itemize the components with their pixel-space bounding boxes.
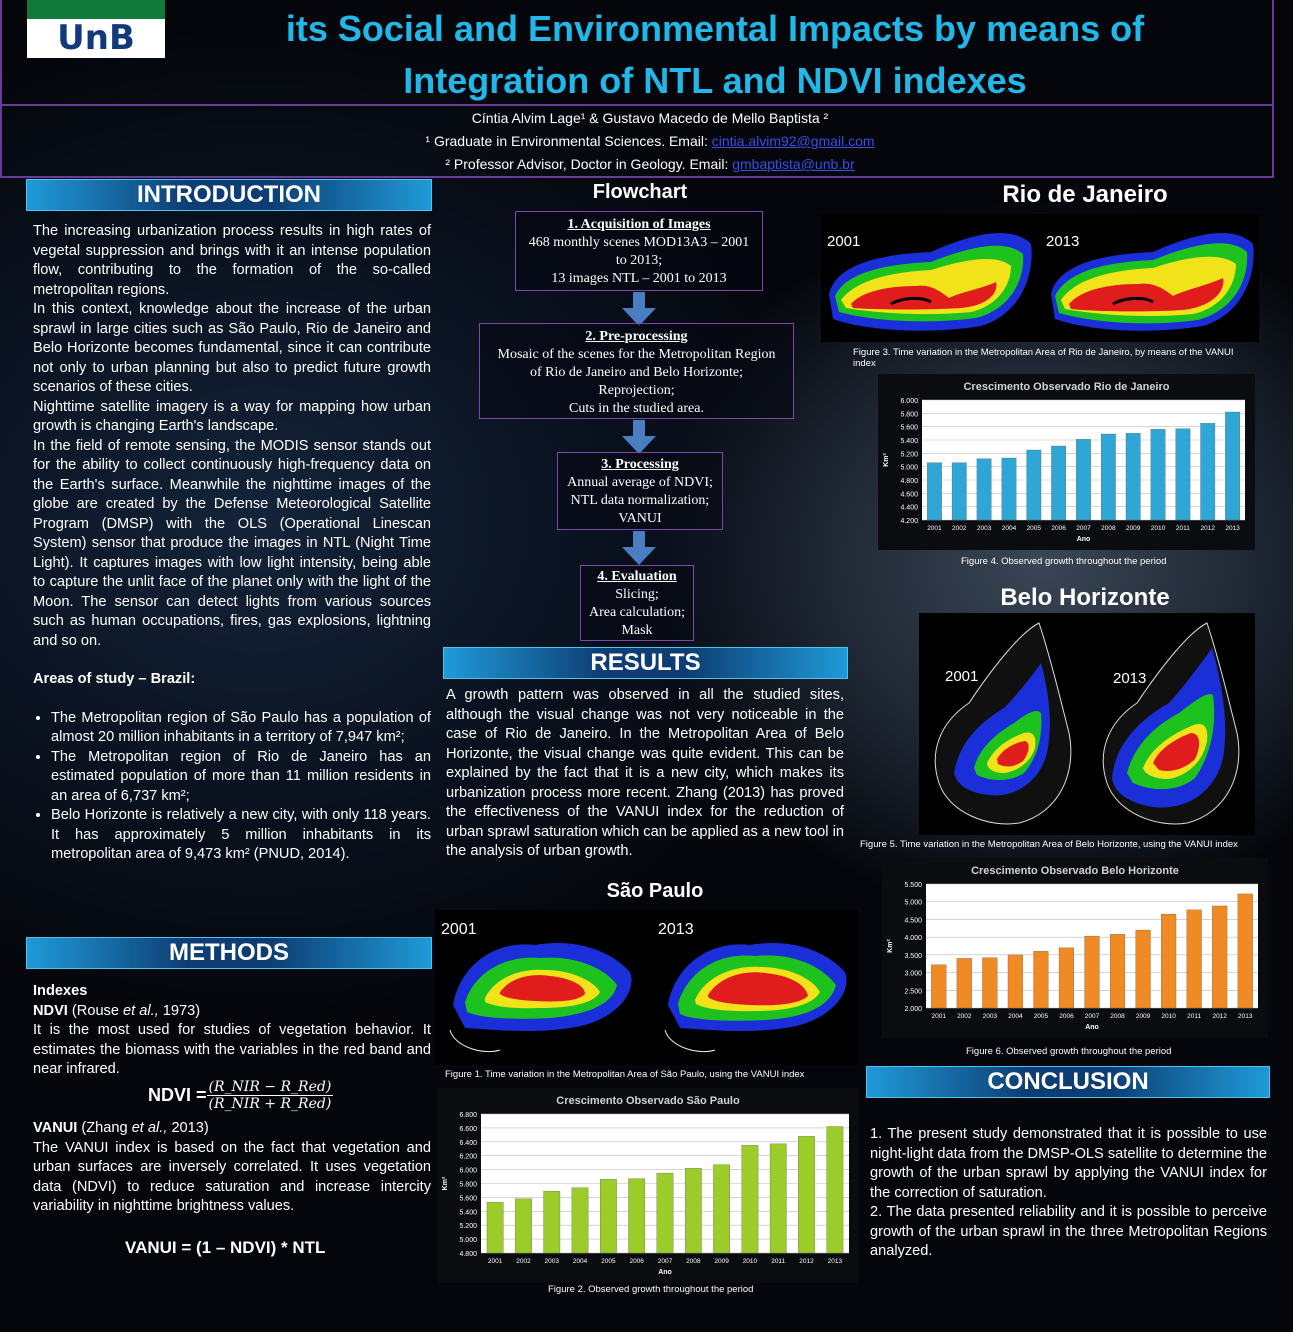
bh-xtick-label: 2002 xyxy=(957,1013,972,1020)
sp-ytick-label: 5.200 xyxy=(459,1223,477,1231)
bh-ytick-label: 5.500 xyxy=(904,882,922,889)
rj-bar-2006 xyxy=(1051,446,1065,520)
sp-xtick-label: 2002 xyxy=(516,1258,531,1265)
bh-ytick-label: 3.000 xyxy=(904,970,922,978)
rj-chart-title: Crescimento Observado Rio de Janeiro xyxy=(963,381,1170,393)
sp-bar-2005 xyxy=(600,1179,616,1253)
vanui-ref xyxy=(33,1119,431,1139)
flow-step-2-title: 2. Pre-processing xyxy=(585,329,688,344)
flow-arrow-2 xyxy=(628,420,650,454)
affiliation-1-text: ¹ Graduate in Environmental Sciences. Email: xyxy=(425,133,712,149)
flow-step-4-line-2: Area calculation; xyxy=(588,605,685,620)
bh-xtick-label: 2010 xyxy=(1161,1013,1176,1020)
figure-5-caption: Figure 5. Time variation in the Metropolitan Area of Belo Horizonte, using the VANUI index xyxy=(860,839,1238,850)
rj-bar-2012 xyxy=(1201,423,1215,520)
sp-xtick-label: 2007 xyxy=(657,1258,673,1265)
sp-ytick-label: 6.200 xyxy=(459,1153,477,1161)
ndvi-description: It is the most used for studies of vegetation behavior. It estimates the biomass with the variables in the red band and near infrared. xyxy=(33,1022,431,1077)
flow-step-2 xyxy=(479,323,794,419)
sp-xtick-label: 2003 xyxy=(544,1258,560,1265)
logo-stripe xyxy=(27,0,165,19)
intro-paragraph-3: Nighttime satellite imagery is a way for mapping how urban growth is changing Earth's landscape. xyxy=(33,398,431,434)
sp-bar-2009 xyxy=(713,1165,729,1253)
affiliation-2-text: ² Professor Advisor, Doctor in Geology. Email: xyxy=(445,156,733,172)
ndvi-ref-post: 1973) xyxy=(158,1002,201,1019)
bh-year-2013: 2013 xyxy=(1113,670,1147,687)
rj-xaxis-label: Ano xyxy=(1076,536,1091,543)
sp-xtick-label: 2010 xyxy=(742,1258,758,1265)
sp-bar-2007 xyxy=(657,1173,673,1253)
rio-map-2013 xyxy=(1043,214,1259,342)
flow-step-3-line-1: Annual average of NDVI; xyxy=(567,475,713,490)
rj-xtick-label: 2013 xyxy=(1225,525,1240,532)
sp-xaxis-label: Ano xyxy=(658,1269,672,1276)
flowchart-heading: Flowchart xyxy=(592,181,688,203)
ndvi-ref-pre: (Rouse xyxy=(67,1002,124,1019)
sp-bar-2010 xyxy=(742,1145,758,1253)
flow-arrow-1 xyxy=(628,292,650,326)
ndvi-eq-denominator: (R_NIR + R_Red) xyxy=(208,1096,332,1112)
bh-bar-2010 xyxy=(1161,914,1176,1008)
areas-list xyxy=(33,709,431,865)
rj-xtick-label: 2006 xyxy=(1051,525,1066,532)
rj-ytick-label: 5.800 xyxy=(900,411,918,419)
sp-ytick-label: 5.400 xyxy=(459,1209,477,1217)
bh-bar-2003 xyxy=(982,958,997,1008)
sp-ytick-label: 6.600 xyxy=(459,1125,477,1133)
bh-bar-2002 xyxy=(957,958,972,1008)
vanui-ref-etal: et al., xyxy=(131,1120,168,1136)
sp-year-2013: 2013 xyxy=(658,921,694,938)
conclusion-heading: CONCLUSION xyxy=(866,1066,1270,1098)
sp-bar-2003 xyxy=(544,1191,560,1253)
figure-6-caption: Figure 6. Observed growth throughout the period xyxy=(966,1046,1172,1057)
unb-logo xyxy=(27,0,165,58)
bh-xtick-label: 2003 xyxy=(982,1013,998,1020)
flow-step-1-line-3: 13 images NTL – 2001 to 2013 xyxy=(551,271,727,286)
flow-step-3-line-3: VANUI xyxy=(618,511,662,526)
vanui-ref-post: 2013) xyxy=(167,1120,209,1136)
rj-bar-2002 xyxy=(952,463,966,520)
rj-bar-2011 xyxy=(1176,429,1190,520)
bh-maps xyxy=(919,613,1255,835)
rj-xtick-label: 2003 xyxy=(976,525,992,532)
email-link-2[interactable]: gmbaptista@unb.br xyxy=(732,156,855,172)
bh-year-2001: 2001 xyxy=(945,668,979,685)
ndvi-equation xyxy=(148,1079,333,1112)
sp-bar-2013 xyxy=(827,1127,843,1253)
flow-step-2-line-2: of Rio de Janeiro and Belo Horizonte; xyxy=(529,365,744,380)
rio-map-2001 xyxy=(821,214,1037,342)
rj-ytick-label: 5.400 xyxy=(900,438,918,445)
ndvi-eq-fraction xyxy=(207,1079,334,1112)
rio-heading: Rio de Janeiro xyxy=(1002,181,1168,208)
ndvi-ref xyxy=(33,1002,431,1022)
methods-body xyxy=(33,982,431,1080)
area-item-rio: • The Metropolitan region of Rio de Janeiro has an estimated population of more than 11 million residents in an area of 6,737 km²; xyxy=(51,748,431,807)
sp-bar-2004 xyxy=(572,1188,588,1253)
results-body: A growth pattern was observed in all the studied sites, although the visual change was not very noticeable in the case of Rio de Janeiro. In the Metropolitan Area of Belo Horizonte, the visual change was quite evident. This can be explained by the fact that it is a new city, which makes its urbanization process more recent. Zhang (2013) has proved the effectiveness of the VANUI index for the reduction of urban sprawl saturation which can be applied as a new tool in the analysis of urban growth. xyxy=(446,687,844,859)
sp-xtick-label: 2013 xyxy=(827,1258,843,1265)
sp-xtick-label: 2005 xyxy=(601,1258,616,1265)
rj-ytick-label: 4.800 xyxy=(900,478,918,485)
bh-xtick-label: 2007 xyxy=(1084,1013,1100,1020)
area-item-sao-paulo: • The Metropolitan region of São Paulo has a population of almost 20 million inhabitants in a territory of 7,947 km²; xyxy=(51,709,431,748)
flow-step-4-title: 4. Evaluation xyxy=(597,569,677,584)
rj-xtick-label: 2012 xyxy=(1200,525,1215,532)
bh-map-2013 xyxy=(1087,613,1255,835)
flow-step-1-line-2: to 2013; xyxy=(615,253,663,268)
sp-xtick-label: 2011 xyxy=(771,1258,786,1265)
rj-bar-2003 xyxy=(977,459,991,520)
rj-ytick-label: 6.000 xyxy=(900,398,918,405)
area-item-bh: • Belo Horizonte is relatively a new city, with only 118 years. It has approximately 5 million inhabitants in its metropolitan area of 9,473 km² (PNUD, 2014). xyxy=(51,806,431,865)
bh-bar-2013 xyxy=(1238,894,1253,1008)
logo-text: UnB xyxy=(57,18,135,58)
bh-ytick-label: 2.000 xyxy=(904,1006,922,1013)
bh-xaxis-label: Ano xyxy=(1085,1024,1099,1031)
sp-ytick-label: 4.800 xyxy=(459,1251,477,1258)
rj-bar-2013 xyxy=(1225,412,1239,520)
ndvi-ref-etal: et al., xyxy=(123,1002,159,1019)
areas-heading: Areas of study – Brazil: xyxy=(33,671,196,687)
authors: Cíntia Alvim Lage¹ & Gustavo Macedo de Mello Baptista ² xyxy=(471,110,829,126)
methods-heading: METHODS xyxy=(26,937,432,969)
sp-bar-2011 xyxy=(770,1144,786,1253)
sao-paulo-map-2013 xyxy=(650,910,858,1065)
bh-bar-2009 xyxy=(1136,930,1151,1008)
bh-xtick-label: 2001 xyxy=(931,1013,947,1020)
bh-bar-2001 xyxy=(931,965,946,1008)
flow-step-3 xyxy=(557,452,723,530)
rj-bar-2010 xyxy=(1151,429,1165,520)
rio-maps xyxy=(821,214,1259,342)
rj-xtick-label: 2011 xyxy=(1175,525,1190,532)
bh-ytick-label: 4.000 xyxy=(904,935,922,943)
rj-xtick-label: 2007 xyxy=(1076,525,1091,532)
flow-step-4 xyxy=(580,565,694,641)
bh-chart-svg xyxy=(882,858,1268,1038)
affiliation-1 xyxy=(200,133,1100,149)
bh-xtick-label: 2006 xyxy=(1059,1013,1074,1020)
bh-xtick-label: 2009 xyxy=(1135,1013,1151,1020)
rj-ytick-label: 5.000 xyxy=(900,464,918,472)
vanui-description: The VANUI index is based on the fact that vegetation and urban surfaces are inversely correlated. It uses vegetation data (NDVI) to reduce saturation and increase intercity variability in nighttime brightness values. xyxy=(33,1139,431,1214)
sp-ytick-label: 6.800 xyxy=(459,1112,477,1119)
intro-paragraph-4: In the field of remote sensing, the MODIS sensor stands out for the ability to collect continuously high-frequency data on the Earth's surface. Meanwhile the nighttime images of the globe are created by the Defense Meteorological Satellite Program (DMSP) with the OLS (Operational Linescan System) sensor that produce the images in NTL (Night Time Light). It captures images with low light intensity, being able to capture the unlit face of the planet only with the light of the Moon. The sensor can detect lights from various sources such as human occupations, fires, gas explosions, lightning and so on. xyxy=(33,437,431,649)
rj-ytick-label: 4.400 xyxy=(900,504,918,512)
rj-bar-2008 xyxy=(1101,434,1115,520)
sp-chart-title: Crescimento Observado São Paulo xyxy=(556,1095,740,1107)
flow-step-1-title: 1. Acquisition of Images xyxy=(567,217,711,232)
rj-ytick-label: 4.600 xyxy=(900,491,918,499)
bh-ytick-label: 4.500 xyxy=(904,917,922,925)
sp-xtick-label: 2004 xyxy=(572,1258,588,1265)
sao-paulo-map-2001 xyxy=(435,910,645,1065)
sp-xtick-label: 2012 xyxy=(799,1258,814,1265)
bh-bar-2008 xyxy=(1110,934,1125,1008)
bh-yaxis-label: Km² xyxy=(887,939,894,953)
rj-year-2013: 2013 xyxy=(1046,233,1080,250)
email-link-1[interactable]: cintia.alvim92@gmail.com xyxy=(711,133,875,149)
ndvi-eq-numerator: (R_NIR − R_Red) xyxy=(208,1079,332,1095)
rj-xtick-label: 2010 xyxy=(1150,525,1166,532)
bh-bar-2007 xyxy=(1085,936,1100,1008)
sp-bar-2012 xyxy=(798,1136,814,1253)
bh-map-2001 xyxy=(919,613,1084,835)
intro-paragraph-2: In this context, knowledge about the increase of the urban sprawl in large cities such as São Paulo, Rio de Janeiro and Belo Horizonte becomes fundamental, since it can contribute not only to urban planning but also to predict future growth scenarios of these cities. xyxy=(33,301,431,395)
conclusion-body xyxy=(870,1125,1267,1262)
title-line-1: its Social and Environmental Impacts by means of xyxy=(285,8,1145,49)
bh-heading: Belo Horizonte xyxy=(1000,584,1170,611)
rj-chart-svg xyxy=(878,374,1255,550)
flow-step-3-title: 3. Processing xyxy=(601,457,679,472)
flow-step-2-line-3: Reprojection; xyxy=(598,383,675,398)
flow-step-2-line-1: Mosaic of the scenes for the Metropolitan Region xyxy=(497,347,776,362)
sp-chart-svg xyxy=(437,1088,859,1283)
sp-bar-2008 xyxy=(685,1168,701,1253)
sp-ytick-label: 5.600 xyxy=(459,1195,477,1203)
bh-ytick-label: 3.500 xyxy=(904,952,922,960)
flow-step-1 xyxy=(515,211,763,291)
figure-1-caption: Figure 1. Time variation in the Metropolitan Area of São Paulo, using the VANUI index xyxy=(445,1069,805,1080)
sp-year-2001: 2001 xyxy=(441,921,477,938)
vanui-ref-pre: (Zhang xyxy=(77,1120,132,1136)
vanui-equation: VANUI = (1 – NDVI) * NTL xyxy=(125,1238,326,1257)
bh-xtick-label: 2013 xyxy=(1237,1013,1253,1020)
sp-ytick-label: 6.400 xyxy=(459,1139,477,1147)
intro-paragraph-1: The increasing urbanization process results in high rates of vegetal suppression and brings with it an intense population flow, contributing to the formation of the so-called metropolitan regions. xyxy=(33,223,431,298)
bh-bar-2012 xyxy=(1212,906,1227,1008)
bh-bar-2004 xyxy=(1008,955,1023,1008)
rj-xtick-label: 2001 xyxy=(927,525,942,532)
bh-bar-2011 xyxy=(1187,910,1202,1008)
sp-ytick-label: 5.800 xyxy=(459,1181,477,1189)
bh-chart-title: Crescimento Observado Belo Horizonte xyxy=(971,865,1179,877)
results-heading: RESULTS xyxy=(443,647,848,679)
rj-bar-2001 xyxy=(927,463,941,520)
bh-bar-2005 xyxy=(1034,951,1049,1008)
sp-bar-2001 xyxy=(487,1202,503,1253)
flow-step-1-line-1: 468 monthly scenes MOD13A3 – 2001 xyxy=(528,235,750,250)
flow-step-2-line-4: Cuts in the studied area. xyxy=(569,401,704,416)
affiliation-2 xyxy=(200,156,1100,172)
ndvi-eq-lhs: NDVI = xyxy=(148,1085,207,1105)
rj-ytick-label: 5.200 xyxy=(900,451,918,459)
rj-bar-2007 xyxy=(1076,439,1090,520)
rj-chart xyxy=(878,374,1255,550)
bh-xtick-label: 2008 xyxy=(1110,1013,1125,1020)
flow-step-3-line-2: NTL data normalization; xyxy=(570,493,710,508)
rj-bar-2005 xyxy=(1027,450,1041,520)
indexes-label: Indexes xyxy=(33,983,88,999)
introduction-heading: INTRODUCTION xyxy=(26,179,432,211)
bh-bar-2006 xyxy=(1059,948,1074,1008)
rj-xtick-label: 2005 xyxy=(1026,525,1042,532)
sp-bar-2002 xyxy=(515,1199,531,1253)
introduction-body xyxy=(33,222,431,865)
rj-ytick-label: 4.200 xyxy=(900,518,918,525)
sp-xtick-label: 2008 xyxy=(686,1258,701,1265)
sao-paulo-maps xyxy=(435,910,858,1065)
figure-4-caption: Figure 4. Observed growth throughout the period xyxy=(961,556,1167,567)
bh-xtick-label: 2005 xyxy=(1033,1013,1049,1020)
sp-ytick-label: 6.000 xyxy=(459,1167,477,1175)
rj-xtick-label: 2009 xyxy=(1125,525,1141,532)
sp-bar-2006 xyxy=(628,1179,644,1253)
title-line-2: Integration of NTL and NDVI indexes xyxy=(403,60,1027,101)
bh-chart xyxy=(882,858,1268,1038)
rj-xtick-label: 2008 xyxy=(1101,525,1116,532)
bh-ytick-label: 2.500 xyxy=(904,988,922,996)
sp-chart xyxy=(437,1088,859,1283)
sp-ytick-label: 5.000 xyxy=(459,1237,477,1245)
bh-ytick-label: 5.000 xyxy=(904,899,922,907)
flow-step-4-line-1: Slicing; xyxy=(615,587,659,602)
conclusion-paragraph-2: 2. The data presented reliability and it is possible to perceive growth of the urban sprawl in the three Metropolitan Regions analyzed. xyxy=(870,1204,1267,1259)
rj-bar-2009 xyxy=(1126,433,1140,520)
ndvi-label: NDVI xyxy=(33,1002,68,1019)
sp-xtick-label: 2006 xyxy=(629,1258,644,1265)
bh-xtick-label: 2011 xyxy=(1187,1013,1202,1020)
figure-2-caption: Figure 2. Observed growth throughout the period xyxy=(548,1284,754,1295)
vanui-body xyxy=(33,1119,431,1217)
rj-yaxis-label: Km² xyxy=(883,453,890,467)
sao-paulo-heading: São Paulo xyxy=(606,880,704,902)
rj-year-2001: 2001 xyxy=(827,233,861,250)
rj-ytick-label: 5.600 xyxy=(900,424,918,432)
flow-step-4-line-3: Mask xyxy=(621,623,653,638)
sp-xtick-label: 2001 xyxy=(487,1258,503,1265)
conclusion-paragraph-1: 1. The present study demonstrated that it is possible to use night-light data from the DMSP-OLS satellite to determine the growth of the urban sprawl by applying the VANUI index for the correction of saturation. xyxy=(870,1126,1267,1201)
bh-xtick-label: 2012 xyxy=(1212,1013,1227,1020)
figure-3-caption: Figure 3. Time variation in the Metropolitan Area of Rio de Janeiro, by means of the VANUI index xyxy=(853,347,1234,369)
rj-xtick-label: 2004 xyxy=(1001,525,1017,532)
flow-arrow-3 xyxy=(628,531,650,565)
rj-xtick-label: 2002 xyxy=(952,525,967,532)
sp-xtick-label: 2009 xyxy=(714,1258,729,1265)
sp-yaxis-label: Km² xyxy=(442,1176,449,1191)
bh-xtick-label: 2004 xyxy=(1008,1013,1023,1020)
vanui-label: VANUI xyxy=(33,1120,78,1136)
rj-bar-2004 xyxy=(1002,458,1016,520)
